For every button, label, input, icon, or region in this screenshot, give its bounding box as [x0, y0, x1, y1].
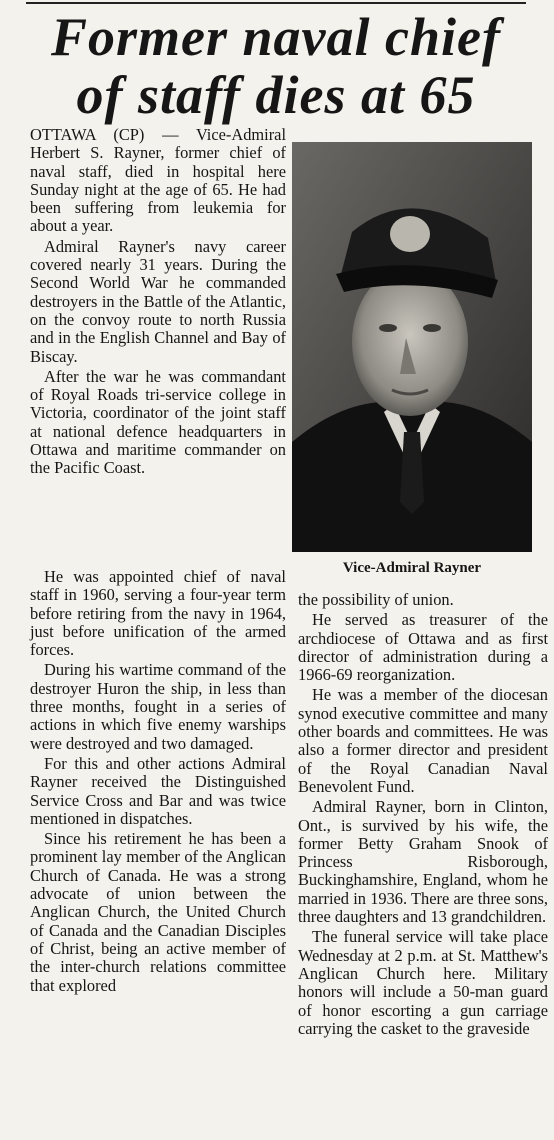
paragraph: After the war he was commandant of Royal Roads tri-service college in Victoria, coordinator of the joint staff at national defence headquarters in Ottawa and maritime commander on the Pacific Coast. — [30, 366, 286, 478]
photo-caption: Vice-Admiral Rayner — [342, 560, 482, 576]
paragraph: Since his retirement he has been a prominent lay member of the Anglican Church of Canada. He was a strong advocate of union between the Anglican Church, the United Church of Canada and the Canadian Disciples of Christ, being an active member of the inter-church relations committee that explored — [30, 829, 286, 995]
column-1-top — [30, 126, 286, 480]
headline-line-1: Former naval chief — [51, 7, 501, 67]
column-2 — [298, 591, 548, 1040]
top-rule — [26, 2, 526, 4]
paragraph: He served as treasurer of the archdiocese of Ottawa and as first director of administration during a 1966-69 reorganization. — [298, 610, 548, 685]
paragraph: He was appointed chief of naval staff in 1960, serving a four-year term before retiring from the navy in 1964, just before unification of the armed forces. — [30, 567, 286, 660]
headline — [6, 8, 546, 124]
paragraph: the possibility of union. — [298, 590, 454, 609]
column-1-bottom — [30, 568, 286, 997]
portrait-illustration — [292, 142, 532, 552]
paragraph: For this and other actions Admiral Rayner received the Distinguished Service Cross and Bar and was twice mentioned in dispatches. — [30, 753, 286, 828]
paragraph: OTTAWA (CP) — Vice-Admiral Herbert S. Rayner, former chief of naval staff, died in hospital here Sunday night at the age of 65. He had been suffering from leukemia for about a year. — [30, 125, 286, 236]
paragraph: Admiral Rayner's navy career covered nearly 31 years. During the Second World War he commanded destroyers in the Battle of the Atlantic, on the convoy route to north Russia and in the English Channel and Bay of Biscay. — [30, 236, 286, 366]
paragraph: The funeral service will take place Wednesday at 2 p.m. at St. Matthew's Anglican Church here. Military honors will include a 50-man guard of honor escorting a gun carriage carrying the casket to the graveside — [298, 927, 548, 1038]
paragraph: He was a member of the diocesan synod executive committee and many other boards and committees. He was also a former director and president of the Royal Canadian Naval Benevolent Fund. — [298, 685, 548, 796]
paragraph: Admiral Rayner, born in Clinton, Ont., is survived by his wife, the former Betty Graham Snook of Princess Risborough, Buckinghamshire, England, whom he married in 1936. There are three sons, three daughters and 13 grandchildren. — [298, 797, 548, 927]
headline-line-2: of staff dies at 65 — [76, 65, 476, 125]
paragraph: During his wartime command of the destroyer Huron the ship, in less than three months, fought in a series of actions in which five enemy warships were destroyed and two damaged. — [30, 660, 286, 753]
portrait-photo — [292, 142, 532, 552]
